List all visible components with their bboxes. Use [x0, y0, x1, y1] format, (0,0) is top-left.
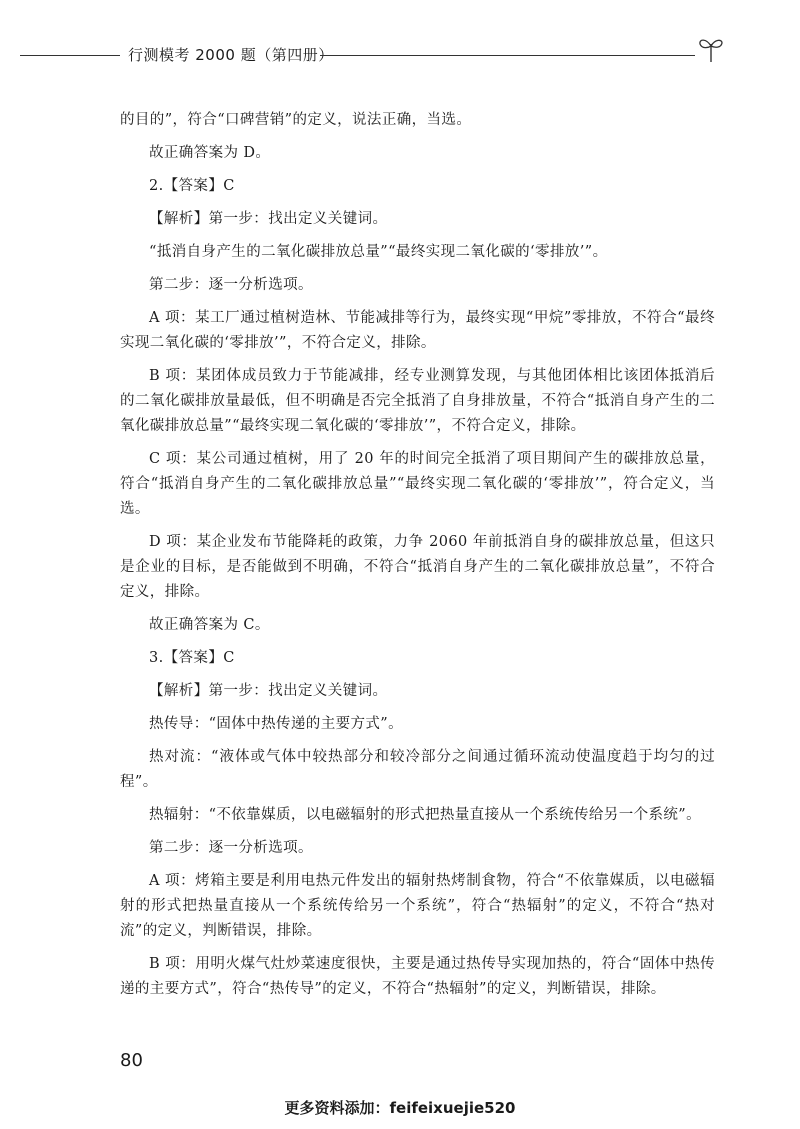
body-paragraph: 第二步：逐一分析选项。	[149, 277, 313, 293]
book-title: 行测模考 2000 题（第四册）	[128, 46, 334, 64]
body-paragraph: A 项：烤箱主要是利用电热元件发出的辐射热烤制食物，符合“不依靠媒质，以电磁辐射的形式把热量直接从一个系统传给另一个系统”，符合“热辐射”的定义，不符合“热对流”的定义，判断错误，排除。	[120, 873, 715, 939]
running-header	[20, 44, 720, 66]
body-paragraph: D 项：某企业发布节能降耗的政策，力争 2060 年前抵消自身的碳排放总量，但这只是企业的目标，是否能做到不明确，不符合“抵消自身产生的二氧化碳排放总量”，不符合定义，排除。	[120, 534, 715, 600]
body-paragraph: 2.【答案】C	[149, 178, 235, 194]
body-paragraph: 3.【答案】C	[149, 650, 235, 666]
body-paragraph: 热传导：“固体中热传递的主要方式”。	[149, 716, 404, 732]
header-rule-right	[320, 55, 695, 56]
body-paragraph: 故正确答案为 C。	[149, 617, 270, 633]
body-paragraph: 热对流：“液体或气体中较热部分和较冷部分之间通过循环流动使温度趋于均匀的过程”。	[120, 749, 715, 790]
body-paragraph: 【解析】第一步：找出定义关键词。	[149, 683, 388, 699]
body-paragraph: 热辐射：“不依靠媒质，以电磁辐射的形式把热量直接从一个系统传给另一个系统”。	[149, 807, 702, 823]
body-paragraph: B 项：某团体成员致力于节能减排，经专业测算发现，与其他团体相比该团体抵消后的二氧化碳排放量最低，但不明确是否完全抵消了自身排放量，不符合“抵消自身产生的二氧化碳排放总量”“最终实现二氧化碳的‘零排放’”，不符合定义，排除。	[120, 368, 715, 434]
body-paragraph: B 项：用明火煤气灶炒菜速度很快，主要是通过热传导实现加热的，符合“固体中热传递的主要方式”，符合“热传导”的定义，不符合“热辐射”的定义，判断错误，排除。	[120, 956, 715, 997]
body-paragraph: A 项：某工厂通过植树造林、节能减排等行为，最终实现“甲烷”零排放，不符合“最终实现二氧化碳的‘零排放’”，不符合定义，排除。	[120, 310, 715, 351]
page-body	[120, 108, 715, 1010]
page-number: 80	[120, 1050, 143, 1071]
body-paragraph: 故正确答案为 D。	[149, 145, 271, 161]
body-paragraph: C 项：某公司通过植树，用了 20 年的时间完全抵消了项目期间产生的碳排放总量，符合“抵消自身产生的二氧化碳排放总量”“最终实现二氧化碳的‘零排放’”，符合定义，当选。	[120, 451, 715, 517]
body-paragraph: 的目的”，符合“口碑营销”的定义，说法正确，当选。	[120, 112, 472, 128]
sprout-icon	[696, 34, 726, 64]
body-paragraph: 第二步：逐一分析选项。	[149, 840, 313, 856]
header-rule-left	[20, 55, 120, 56]
footer-contact-note: 更多资料添加：feifeixuejie520	[284, 1099, 516, 1117]
body-paragraph: “抵消自身产生的二氧化碳排放总量”“最终实现二氧化碳的‘零排放’”。	[149, 244, 608, 260]
body-paragraph: 【解析】第一步：找出定义关键词。	[149, 211, 388, 227]
